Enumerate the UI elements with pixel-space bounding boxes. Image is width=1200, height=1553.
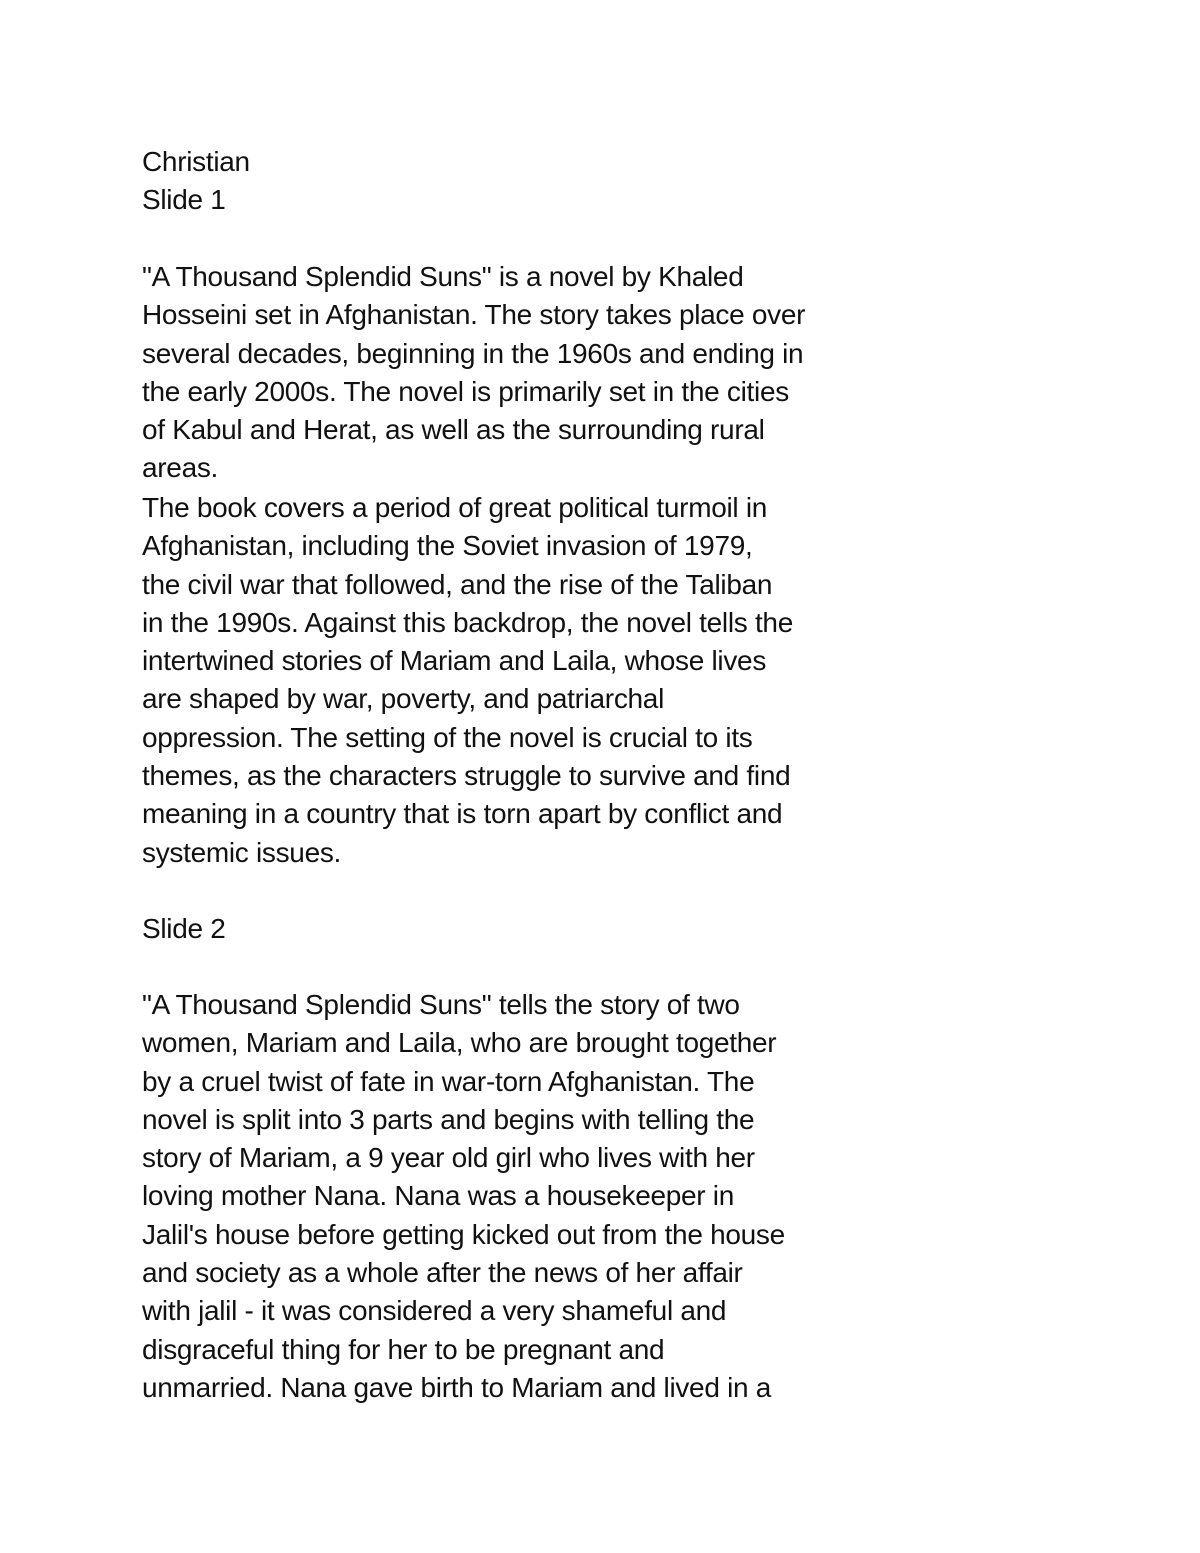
text-line: loving mother Nana. Nana was a housekeeper in bbox=[142, 1180, 734, 1212]
text-line: The book covers a period of great political turmoil in bbox=[142, 492, 768, 523]
text-line: intertwined stories of Mariam and Laila, whose lives bbox=[142, 645, 767, 677]
text-line: and society as a whole after the news of her affair bbox=[142, 1257, 743, 1289]
text-line: of Kabul and Herat, as well as the surrounding rural bbox=[142, 414, 765, 446]
slide-2-label: Slide 2 bbox=[142, 913, 226, 944]
text-line: Afghanistan, including the Soviet invasion of 1979, bbox=[142, 530, 753, 562]
text-line: Hosseini set in Afghanistan. The story takes place over bbox=[142, 299, 806, 331]
text-line: novel is split into 3 parts and begins with telling the bbox=[142, 1103, 755, 1135]
text-line: the civil war that followed, and the rise of the Taliban bbox=[142, 568, 773, 600]
text-line: Jalil's house before getting kicked out from the house bbox=[142, 1218, 785, 1250]
text-line: the early 2000s. The novel is primarily set in the cities bbox=[142, 375, 789, 407]
text-line: themes, as the characters struggle to survive and find bbox=[142, 760, 791, 792]
slide-1-paragraph-2 bbox=[142, 489, 842, 872]
text-line: areas. bbox=[142, 452, 219, 484]
slide-2-paragraph-1 bbox=[142, 986, 842, 1407]
text-line: systemic issues. bbox=[142, 836, 342, 868]
text-line: women, Mariam and Laila, who are brought together bbox=[142, 1027, 777, 1059]
text-line: in the 1990s. Against this backdrop, the novel tells the bbox=[142, 606, 793, 638]
slide-2-heading bbox=[142, 910, 842, 948]
slide-1-label: Slide 1 bbox=[142, 184, 226, 216]
header-block bbox=[142, 143, 842, 220]
text-line: "A Thousand Splendid Suns" is a novel by Khaled bbox=[142, 261, 744, 292]
text-line: oppression. The setting of the novel is crucial to its bbox=[142, 721, 753, 753]
text-line: unmarried. Nana gave birth to Mariam and lived in a bbox=[142, 1371, 772, 1403]
text-line: "A Thousand Splendid Suns" tells the story of two bbox=[142, 989, 740, 1020]
text-line: disgraceful thing for her to be pregnant and bbox=[142, 1333, 665, 1365]
text-line: by a cruel twist of fate in war-torn Afghanistan. The bbox=[142, 1065, 755, 1097]
text-line: meaning in a country that is torn apart by conflict and bbox=[142, 798, 783, 830]
slide-1-paragraph-1 bbox=[142, 258, 842, 488]
author-name: Christian bbox=[142, 146, 250, 177]
text-line: several decades, beginning in the 1960s and ending in bbox=[142, 337, 804, 369]
text-line: with jalil - it was considered a very shameful and bbox=[142, 1295, 727, 1327]
text-line: are shaped by war, poverty, and patriarchal bbox=[142, 683, 664, 715]
text-line: story of Mariam, a 9 year old girl who lives with her bbox=[142, 1142, 755, 1174]
